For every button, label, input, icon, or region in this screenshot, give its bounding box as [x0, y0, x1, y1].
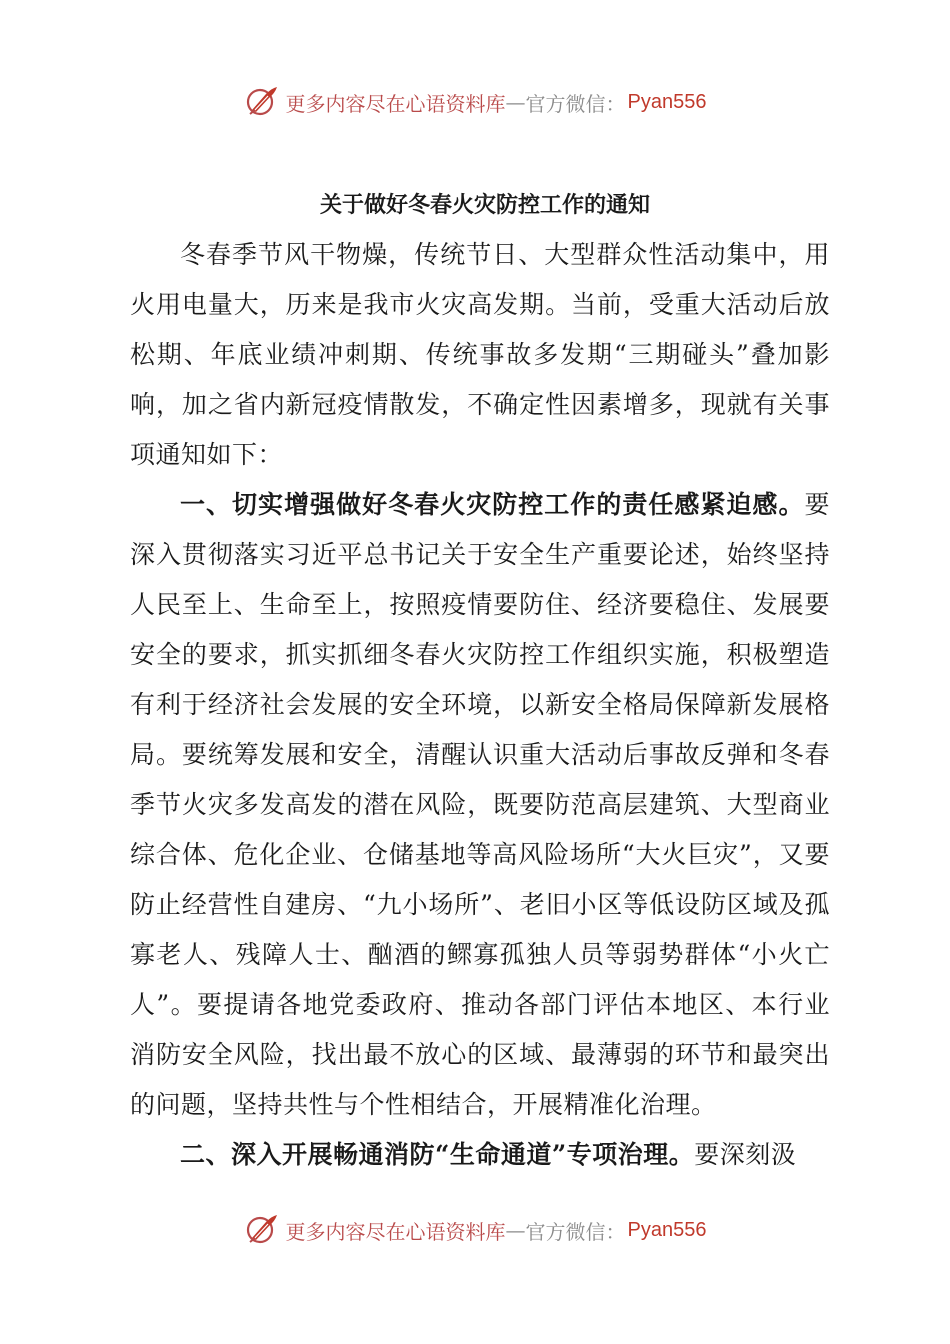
section-2-body: 要深刻汲	[694, 1140, 797, 1169]
intro-paragraph: 冬春季节风干物燥，传统节日、大型群众性活动集中，用火用电量大，历来是我市火灾高发期。当前，受重大活动后放松期、年底业绩冲刺期、传统事故多发期“三期碰头”叠加影响，加之省内新冠疫情散发，不确定性因素增多，现就有关事项通知如下：	[130, 240, 830, 469]
promo-text: 更多内容尽在心语资料库	[285, 91, 506, 116]
document-title: 关于做好冬春火灾防控工作的通知	[319, 192, 650, 218]
wechat-label: 官方微信：	[525, 1219, 626, 1244]
section-1-body: 要深入贯彻落实习近平总书记关于安全生产重要论述，始终坚持人民至上、生命至上，按照疫情要防住、经济要稳住、发展要安全的要求，抓实抓细冬春火灾防控工作组织实施，积极塑造有利于经济社会发展的安全环境，以新安全格局保障新发展格局。要统筹发展和安全，清醒认识重大活动后事故反弹和冬春季节火灾多发高发的潜在风险，既要防范高层建筑、大型商业综合体、危化企业、仓储基地等高风险场所“大火巨灾”，又要防止经营性自建房、“九小场所”、老旧小区等低设防区域及孤寡老人、残障人士、酗酒的鳏寡孤独人员等弱势群体“小火亡人”。要提请各地党委政府、推动各部门评估本地区、本行业消防安全风险，找出最不放心的区域、最薄弱的环节和最突出的问题，坚持共性与个性相结合，开展精准化治理。	[130, 490, 830, 1119]
quill-logo-icon	[244, 84, 280, 120]
section-1-heading: 一、切实增强做好冬春火灾防控工作的责任感紧迫感。	[180, 490, 805, 519]
wechat-id: Pyan556	[627, 1218, 707, 1241]
separator: —	[505, 1218, 526, 1242]
header-banner	[0, 80, 950, 124]
separator: —	[505, 90, 526, 114]
footer-banner	[0, 1208, 950, 1252]
wechat-id: Pyan556	[627, 90, 707, 113]
section-2-heading: 二、深入开展畅通消防“生命通道”专项治理。	[180, 1140, 695, 1169]
quill-logo-icon	[244, 1212, 280, 1248]
promo-text: 更多内容尽在心语资料库	[285, 1219, 506, 1244]
section-1-paragraph	[130, 480, 830, 1130]
wechat-label: 官方微信：	[525, 91, 626, 116]
document-body	[130, 180, 830, 1180]
section-2-paragraph	[130, 1130, 830, 1180]
